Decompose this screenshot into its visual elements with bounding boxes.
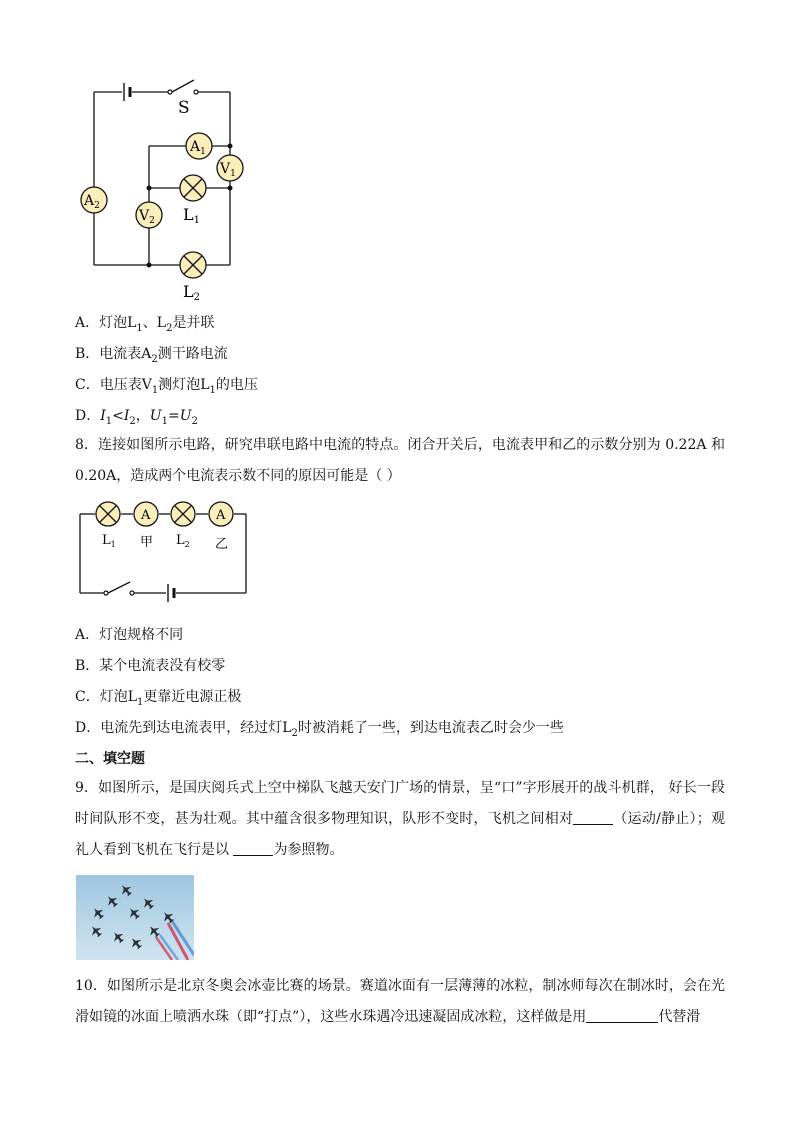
- q8-option-d: D．电流先到达电流表甲，经过灯$L_2$时被消耗了一些，到达电流表乙时会少一些: [75, 720, 564, 739]
- circuit-diagram-1: [70, 78, 250, 308]
- svg-text:V2: $V_2$: [139, 208, 155, 226]
- q8-option-a: A．灯泡规格不同: [75, 627, 184, 643]
- lamp-l1: [96, 502, 120, 526]
- ammeter-a2: [81, 187, 107, 213]
- switch-blade: [108, 582, 130, 593]
- answer-blank[interactable]: [573, 810, 613, 825]
- lamp-l2: [171, 502, 195, 526]
- svg-text:A1: $A_1$: [190, 139, 206, 157]
- lamp-l1: [180, 175, 206, 201]
- fighter-jets-formation-image: [76, 875, 194, 960]
- switch-contact: [168, 90, 172, 94]
- ammeter-yi: [209, 502, 233, 526]
- junction-dot: [147, 263, 152, 268]
- svg-text:V1: $V_1$: [220, 161, 236, 179]
- q7-option-a: A．灯泡$L_1$、$L_2$是并联: [75, 315, 215, 334]
- section-heading: 二、填空题: [75, 751, 145, 767]
- switch-label: S: [178, 98, 190, 118]
- q8-option-c: C．灯泡$L_1$更靠近电源正极: [75, 689, 242, 708]
- voltmeter-v2: [136, 202, 162, 228]
- lamp-l2-label: $L_2$: [176, 533, 190, 549]
- svg-text:A2: $A_2$: [84, 193, 100, 211]
- switch-blade: [172, 80, 194, 92]
- lamp-l1-label: $L_1$: [102, 533, 116, 549]
- q8-option-b: B．某个电流表没有校零: [75, 658, 226, 674]
- switch-contact: [104, 591, 108, 595]
- q9-question: 9．如图所示，是国庆阅兵式上空中梯队飞越天安门广场的情景，呈“口”字形展开的战斗机群， 好长一段时间队形不变，甚为壮观。其中蕴含很多物理知识，队形不变时，飞机之间相对 （运动/静止）；观礼人看到飞机在飞行是以 为参照物。: [75, 780, 726, 858]
- q10-question: 10．如图所示是北京冬奥会冰壶比赛的场景。赛道冰面有一层薄薄的冰粒，制冰师每次在制冰时，会在光滑如镜的冰面上喷洒水珠（即“打点”），这些水珠遇冷迅速凝固成冰粒，这样做是用 代替滑: [75, 978, 725, 1025]
- circuit-diagram-2: [70, 496, 260, 608]
- svg-text:A: A: [216, 508, 226, 523]
- junction-dot: [228, 186, 233, 191]
- junction-dot: [147, 186, 152, 191]
- q7-option-d: D．$I_1<I_2$，$U_1=U_2$: [75, 408, 198, 427]
- answer-blank[interactable]: [233, 841, 273, 856]
- answer-blank[interactable]: [586, 1008, 658, 1023]
- lamp-l1-label: L1: [183, 205, 200, 226]
- q7-option-c: C．电压表$V_1$测灯泡$L_1$的电压: [75, 377, 258, 396]
- lamp-l2: [180, 252, 206, 278]
- meter-yi-label: 乙: [215, 537, 229, 552]
- junction-dot: [228, 144, 233, 149]
- svg-text:A: A: [141, 508, 151, 523]
- q7-option-b: B．电流表$A_2$测干路电流: [75, 346, 228, 365]
- lamp-l2-label: L2: [183, 282, 200, 303]
- ammeter-jia: [134, 502, 158, 526]
- switch-contact: [194, 90, 198, 94]
- meter-jia-label: 甲: [140, 535, 154, 550]
- q8-question: 8．连接如图所示电路，研究串联电路中电流的特点。闭合开关后，电流表甲和乙的示数分别为 0.22A 和 0.20A，造成两个电流表示数不同的原因可能是（ ）: [75, 437, 725, 484]
- ammeter-a1: [186, 133, 212, 159]
- switch-contact: [130, 591, 134, 595]
- voltmeter-v1: [217, 155, 243, 181]
